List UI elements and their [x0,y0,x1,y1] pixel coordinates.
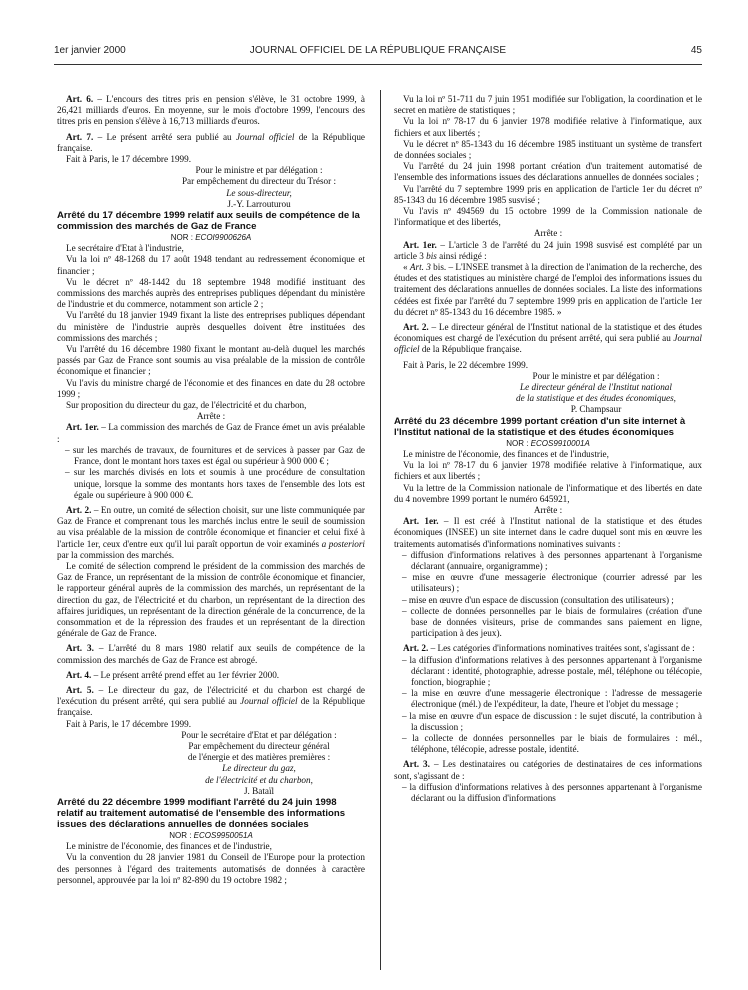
article-3: Art. 3. – Les destinataires ou catégories de destinataires de ces informations sont, s'agissant de : [394,759,702,781]
column-divider [380,90,381,970]
article-3: Art. 3. – L'arrêté du 8 mars 1980 relatif aux seuils de compétence de la commission des marchés de Gaz de France est abrogé. [57,643,365,665]
comite-paragraph: Le comité de sélection comprend le président de la commission des marchés de Gaz de France, un représentant de la mission de contrôle économique et financier, le rapporteur général auprès de la commission des marchés, un représentant de la direction du gaz, de l'électricité et du charbon, un représentant de la direction des affaires juridiques, un représentant de la direction générale de la concurrence, de la consommation et de la répression des fraudes et un représentant de la direction générale de Gaz de France. [57,560,365,639]
visa-paragraph: Vu le décret nº 48-1442 du 18 septembre 1948 modifié instituant des commissions des marchés auprès des entreprises publiques dépendant du ministère de l'industrie et du commerce, notamment son article 2 ; [57,276,365,310]
article-1: Art. 1er. – Il est créé à l'Institut national de la statistique et des études économiques (INSEE) un site internet dans le cadre duquel sont mis en œuvre les traitements automatisés d'informations nominatives suivants : [394,516,702,549]
fait-a-paris-1: Fait à Paris, le 17 décembre 1999. [66,154,192,165]
visa-paragraph: Vu la loi nº 78-17 du 6 janvier 1978 modifiée relative à l'informatique, aux fichiers et aux libertés ; [394,460,702,482]
visa-paragraph: Vu l'arrêté du 24 juin 1998 portant création d'un traitement automatisé de l'ensemble des informations issues des déclarations annuelles de données sociales ; [394,161,702,183]
article-4: Art. 4. – Le présent arrêté prend effet au 1er février 2000. [66,669,280,680]
article-1: Art. 1er. – L'article 3 de l'arrêté du 24 juin 1998 susvisé est complété par un article 3 bis ainsi rédigé : [394,239,703,261]
signature-3-line-a: Pour le ministre et par délégation : [532,370,660,381]
left-column [57,94,365,886]
header-rule [54,64,702,65]
signature-2-line-e: de l'électricité et du charbon, [205,774,313,785]
list-item: – sur les marchés de travaux, de fournitures et de services à passer par Gaz de France, dont le montant hors taxes est égal ou supérieur à 900 000 € ; [65,444,365,467]
list-item: – collecte de données personnelles par le biais de formulaires (création d'une base de données visiteurs, prise de commandes sans paiement en ligne, participation à des jeux). [402,605,702,639]
list-item: – diffusion d'informations relatives à des personnes appartenant à l'organisme déclarant (annuaire, organigramme) ; [402,549,702,571]
signature-2-line-c: de l'énergie et des matières premières : [187,752,331,763]
signature-1-line-c: Le sous-directeur, [226,187,292,198]
list-item: – sur les marchés divisés en lots et soumis à une procédure de consultation unique, lorsque la somme des montants hors taxes de l'ensemble des lots est égale ou supérieure à 900 000 €. [65,467,365,500]
page-header [54,45,702,63]
fait-a-paris-2: Fait à Paris, le 17 décembre 1999. [66,718,192,729]
arrete-heading-4: Arrête : [533,504,563,515]
visa-paragraph: Vu le décret nº 85-1343 du 16 décembre 1985 instituant un système de transfert de données sociales ; [394,138,702,161]
visa-paragraph: Le ministre de l'économie, des finances et de l'industrie, [403,448,609,459]
article-1: Art. 1er. – La commission des marchés de Gaz de France émet un avis préalable : [57,422,365,444]
visa-paragraph: Le secrétaire d'Etat à l'industrie, [66,243,184,254]
decree-title-dads: Arrêté du 22 décembre 1999 modifiant l'arrêté du 24 juin 1998 relatif au traitement automatisé de l'ensemble des informations issues des déclarations annuelles de données sociales [57,796,346,830]
arrete-heading-2: Arrête : [196,411,226,422]
list-item: – la diffusion d'informations relatives à des personnes appartenant à l'organisme déclarant : identité, photographie, adresse postale, mél, téléphone ou télécopie, fonction, biographie ; [402,654,702,687]
article-5: Art. 5. – Le directeur du gaz, de l'électricité et du charbon est chargé de l'exécution du présent arrêté, qui sera publié au Journal officiel de la République française. [57,684,365,718]
visa-paragraph: Vu l'arrêté du 18 janvier 1949 fixant la liste des entreprises publiques dépendant du ministère de l'industrie auprès desquelles doivent être instituées des commissions des marchés ; [57,310,365,343]
signature-3-name: P. Champsaur [570,404,622,415]
header-journal-title: JOURNAL OFFICIEL DE LA RÉPUBLIQUE FRANÇAISE [249,45,507,56]
right-column [394,94,702,804]
list-item: – mise en œuvre d'un espace de discussion (consultation des utilisateurs) ; [402,594,674,605]
visa-paragraph: Vu la lettre de la Commission nationale de l'informatique et des libertés en date du 4 novembre 1999 portant le numéro 645921, [394,482,702,504]
header-page-number: 45 [690,45,702,56]
visa-paragraph: Sur proposition du directeur du gaz, de l'électricité et du charbon, [66,400,307,411]
signature-2-line-d: Le directeur du gaz, [222,763,296,774]
signature-1-name: J.-Y. Larrouturou [227,198,291,209]
visa-paragraph: Le ministre de l'économie, des finances et de l'industrie, [66,841,272,852]
visa-paragraph: Vu l'avis nº 494569 du 15 octobre 1999 de la Commission nationale de l'informatique et des libertés, [394,206,702,228]
list-item: – mise en œuvre d'une messagerie électronique (courrier adressé par les utilisateurs) ; [402,572,702,594]
nor-reference-4: NOR : ECOS9910001A [506,438,590,448]
visa-paragraph: Vu la loi nº 78-17 du 6 janvier 1978 modifiée relative à l'informatique, aux fichiers et aux libertés ; [394,116,702,138]
decree-title-insee-website: Arrêté du 23 décembre 1999 portant création d'un site internet à l'Institut national de la statistique et des études économiques [394,415,686,438]
quoted-article-3-bis: « Art. 3 bis. – L'INSEE transmet à la direction de l'animation de la recherche, des études et des statistiques au ministère chargé de l'emploi des informations issues du traitement des déclarations annuelles de données sociales. La liste des informations cédées est fixée par l'arrêté du 7 septembre 1999 pris en application de l'article 1er du décret nº 85-1343 du 16 décembre 1985. » [394,262,702,317]
list-item: – la diffusion d'informations relatives à des personnes appartenant à l'organisme déclarant ou la diffusion d'informations [402,781,702,803]
nor-reference-3: NOR : ECOS9950051A [169,830,253,840]
visa-paragraph: Vu l'arrêté du 16 décembre 1980 fixant le montant au-delà duquel les marchés passés par Gaz de France sont soumis au visa préalable de la mission de contrôle économique et financier ; [57,344,365,377]
signature-1-line-a: Pour le ministre et par délégation : [195,165,323,176]
signature-3-line-b: Le directeur général de l'Institut national [520,382,672,393]
list-item: – la collecte de données personnelles par le biais de formulaires : mél., téléphone, télécopie, adresse postale, identité. [402,732,702,755]
visa-paragraph: Vu l'arrêté du 7 septembre 1999 pris en application de l'article 1er du décret nº 85-1343 du 16 décembre 1985 susvisé ; [394,183,702,205]
decree-title-gaz-de-france: Arrêté du 17 décembre 1999 relatif aux seuils de compétence de la commission des marchés de Gaz de France [57,210,360,233]
nor-reference-2: NOR : ECOI9900626A [170,233,252,243]
arrete-heading-3: Arrête : [533,228,563,239]
signature-3-line-c: de la statistique et des études économiques, [516,393,676,404]
article-7: Art. 7. – Le présent arrêté sera publié au Journal officiel de la République française. [57,131,365,153]
article-2: Art. 2. – En outre, un comité de sélection choisit, sur une liste communiquée par Gaz de France et comprenant tous les marchés inclus entre le seuil de soumission au visa préalable de la mission de contrôle économique et financier et celui fixé à l'article 1er, ceux d'entre eux qu'il lui paraît opportun de voir examinés a posteriori par la commission des marchés. [57,504,365,560]
signature-2-name: J. Bataïl [243,785,275,796]
visa-paragraph: Vu la loi nº 48-1268 du 17 août 1948 tendant au redressement économique et financier ; [57,254,365,276]
visa-paragraph: Vu l'avis du ministre chargé de l'économie et des finances en date du 28 octobre 1999 ; [57,377,365,399]
header-date: 1er janvier 2000 [54,45,126,56]
list-item: – la mise en œuvre d'un espace de discussion : le sujet discuté, la contribution à la discussion ; [402,710,702,732]
visa-paragraph: Vu la convention du 28 janvier 1981 du Conseil de l'Europe pour la protection des personnes à l'égard des traitements automatisés de données à caractère personnel, approuvée par la loi nº 82-890 du 19 octobre 1982 ; [57,852,365,885]
article-2: Art. 2. – Le directeur général de l'Institut national de la statistique et des études économiques est chargé de l'exécution du présent arrêté, qui sera publié au Journal officiel de la République française. [394,322,702,355]
list-item: – la mise en œuvre d'une messagerie électronique : l'adresse de messagerie électronique (mél.) de l'expéditeur, la date, l'heure et l'objet du message ; [402,688,702,710]
article-6: Art. 6. – L'encours des titres pris en pension s'élève, le 31 octobre 1999, à 26,421 milliards d'euros. En moyenne, sur le mois d'octobre 1999, l'encours des titres pris en pension s'élève à 16,713 milliards d'euros. [57,94,365,127]
signature-1-line-b: Par empêchement du directeur du Trésor : [181,176,337,187]
signature-2-line-a: Pour le secrétaire d'Etat et par délégation : [181,729,337,740]
visa-paragraph: Vu la loi nº 51-711 du 7 juin 1951 modifiée sur l'obligation, la coordination et le secret en matière de statistiques ; [394,94,702,116]
fait-a-paris-3: Fait à Paris, le 22 décembre 1999. [403,359,529,370]
article-2: Art. 2. – Les catégories d'informations nominatives traitées sont, s'agissant de : [403,643,695,654]
signature-2-line-b: Par empêchement du directeur général [188,740,330,751]
